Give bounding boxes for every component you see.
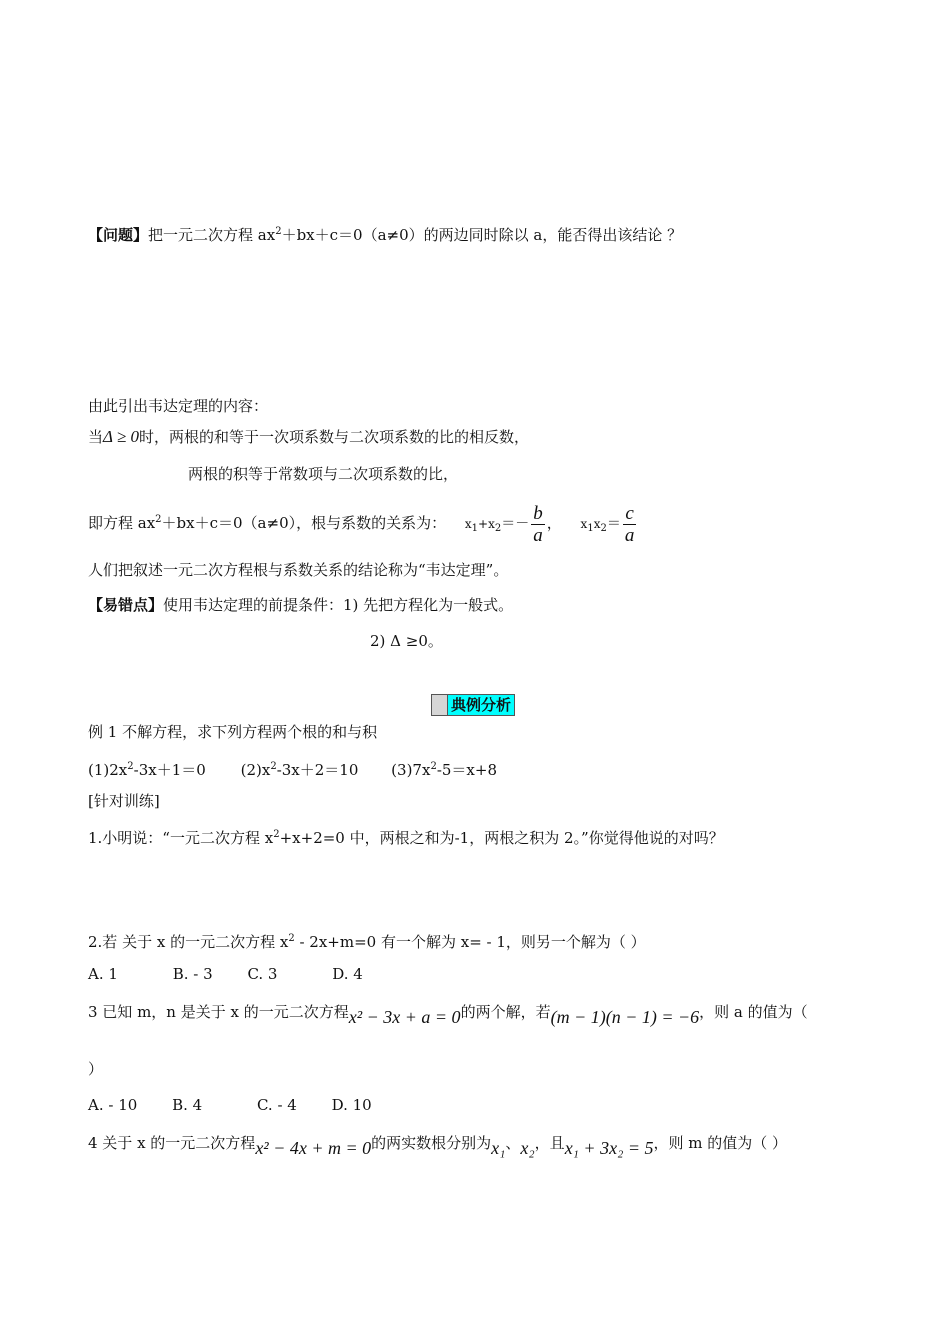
eq2: $(2)x^2-3x+2=10$ [240, 761, 359, 779]
intro-line: 由此引出韦达定理的内容： [88, 397, 269, 415]
relation-line: 即方程 $ax^2+bx+c=0(a\ne 0)$，根与系数的关系为： $x_1+x_2=-$ $\frac{b}{a}$ ， $x_1x_2=$ $\frac{c}{a}$ [88, 502, 635, 546]
problem-text-a: 把一元二次方程 ax [148, 226, 276, 244]
sum-fraction [531, 503, 545, 546]
problem-text-b: ＋bx＋c＝0（a≠0）的两边同时除以 a，能否得出该结论 ？ [281, 226, 683, 244]
problem-line: 【问题】把一元二次方程 $ax^2+bx+c=0(a\ne 0)$的两边同时除以 a，能否得出该结论 ？ [88, 226, 683, 244]
practice-header: [针对训练] [88, 792, 160, 810]
pitfall-tag: 【易错点】 [88, 596, 164, 614]
q4-root1: x₁ [491, 1138, 506, 1158]
q2-option-b: B. - 3 [172, 965, 213, 983]
q4-equation: x² − 4x + m = 0 [255, 1138, 372, 1158]
q3-option-d: D. 10 [331, 1096, 372, 1114]
q2-option-a: A. 1 [88, 965, 118, 983]
sum-denominator: a [533, 524, 543, 546]
prod-label: $x_1x_2$ [580, 517, 607, 534]
q3-equation: x² − 3x + a = 0 [348, 1007, 461, 1027]
prod-numerator: c [623, 503, 637, 525]
pitfall-text: 使用韦达定理的前提条件：1) 先把方程化为一般式。 [163, 596, 514, 614]
pitfall-line [88, 595, 513, 615]
q4-condition: x₁ + 3x₂ = 5 [564, 1138, 654, 1158]
q3-option-b: B. 4 [172, 1096, 203, 1114]
section-title: 典例分析 [448, 695, 514, 715]
naming-line: 人们把叙述一元二次方程根与系数关系的结论称为“韦达定理”。 [88, 561, 509, 579]
pitfall-item2: 2) Δ ≥0。 [370, 632, 443, 650]
q4-root2: x₂ [520, 1138, 535, 1158]
q3-condition: (m − 1)(n − 1) = −6 [550, 1007, 700, 1027]
relation-prefix: 即方程 ax [88, 514, 156, 532]
section-marker [432, 695, 448, 715]
prod-fraction [623, 503, 637, 546]
example1-equations [88, 757, 497, 780]
section-header [431, 694, 515, 716]
eq1: $(1)2x^2-3x+1=0$ [88, 761, 206, 779]
question-3-options [88, 1095, 372, 1115]
product-line: 两根的积等于常数项与二次项系数的比， [188, 465, 459, 483]
q3-close: ） [88, 1060, 104, 1078]
q2-option-d: D. 4 [332, 965, 363, 983]
problem-tag: 【问题】 [88, 226, 149, 244]
question-2-options [88, 964, 363, 984]
condition-line [88, 427, 529, 447]
condition-text: 时，两根的和等于一次项系数与二次项系数的比的相反数， [139, 428, 530, 446]
relation-middle: ＋bx＋c＝0（a≠0），根与系数的关系为： [161, 514, 447, 532]
prod-denominator: a [624, 524, 635, 546]
delta-condition: Δ ≥ 0 [103, 427, 140, 446]
question-1: 1.小明说：“一元二次方程 $x^2+x+2=0$ 中，两根之和为-1，两根之积为 2。”你觉得他说的对吗？ [88, 829, 724, 847]
question-2: 2.若 关于 x 的一元二次方程 $x^2 - 2x+m=0$ 有一个解为 x= - 1，则另一个解为（ ） [88, 933, 646, 951]
question-4: 4 关于 x 的一元二次方程x² − 4x + m = 0的两实数根分别为x₁、x₂，且x₁ + 3x₂ = 5，则 m 的值为（ ） [88, 1134, 788, 1158]
condition-prefix: 当 [88, 428, 104, 446]
sum-eq: ＝－ [501, 516, 530, 532]
eq3: $(3)7x^2-5=x+8$ [391, 761, 497, 779]
question-3: 3 已知 m，n 是关于 x 的一元二次方程x² − 3x + a = 0的两个解，若(m − 1)(n − 1) = −6，则 a 的值为（ [88, 1003, 808, 1027]
sum-label: $x_1+x_2$ [464, 517, 502, 534]
q2-option-c: C. 3 [247, 965, 278, 983]
example1-title: 例 1 不解方程，求下列方程两个根的和与积 [88, 723, 378, 741]
comma: ， [546, 514, 562, 532]
q3-option-a: A. - 10 [88, 1096, 138, 1114]
sum-numerator: b [533, 502, 543, 524]
q3-option-c: C. - 4 [256, 1096, 297, 1114]
prod-eq: ＝ [606, 516, 621, 532]
